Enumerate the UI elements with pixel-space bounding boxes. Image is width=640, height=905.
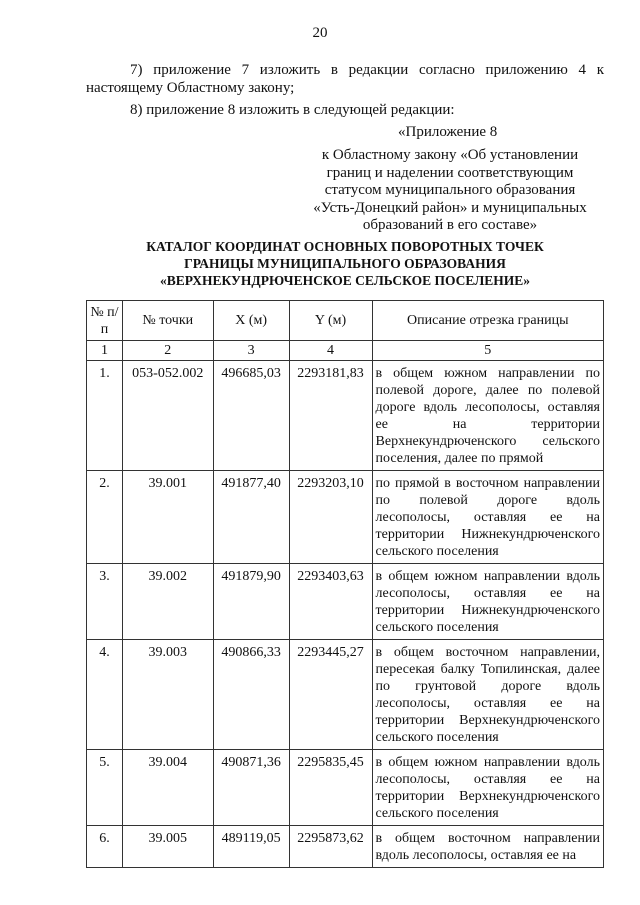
segment-description: в общем южном направлении вдоль лесополосы, оставляя ее на территории Верхнекундрюченского сельского поселения [372, 750, 603, 826]
segment-description: в общем восточном направлении вдоль лесополосы, оставляя ее на [372, 826, 603, 868]
catalog-title-line: «ВЕРХНЕКУНДРЮЧЕНСКОЕ СЕЛЬСКОЕ ПОСЕЛЕНИЕ» [159, 273, 531, 288]
point-number: 053-052.002 [122, 361, 213, 471]
coord-y: 2293181,83 [289, 361, 372, 471]
column-number: 3 [213, 341, 289, 361]
appendix-note-line: к Областному закону «Об установлении [321, 147, 579, 163]
catalog-title [86, 238, 604, 289]
appendix-note-line: границ и наделении соответствующим [326, 164, 574, 181]
column-number: 4 [289, 341, 372, 361]
coord-x: 491879,90 [213, 564, 289, 640]
header-point-number: № точки [122, 301, 213, 341]
point-number: 39.005 [122, 826, 213, 868]
row-number: 5. [87, 750, 123, 826]
catalog-title-line: ГРАНИЦЫ МУНИЦИПАЛЬНОГО ОБРАЗОВАНИЯ [184, 256, 506, 271]
page-number: 20 [312, 25, 328, 41]
column-number: 2 [122, 341, 213, 361]
appendix-note-line: «Усть-Донецкий район» и муниципальных [313, 199, 587, 216]
coord-y: 2295835,45 [289, 750, 372, 826]
header-y: Y (м) [289, 301, 372, 341]
row-number: 6. [87, 826, 123, 868]
appendix-note-line: образований в его составе» [362, 217, 538, 233]
coord-y: 2295873,62 [289, 826, 372, 868]
row-number: 4. [87, 640, 123, 750]
segment-description: по прямой в восточном направлении по полевой дороге вдоль лесополосы, оставляя ее на территории Нижнекундрюченского сельского поселения [372, 471, 603, 564]
point-number: 39.001 [122, 471, 213, 564]
coord-x: 496685,03 [213, 361, 289, 471]
header-description: Описание отрезка границы [372, 301, 603, 341]
column-number: 5 [372, 341, 603, 361]
coord-x: 491877,40 [213, 471, 289, 564]
table-row [87, 361, 604, 471]
table-row [87, 750, 604, 826]
coord-y: 2293445,27 [289, 640, 372, 750]
column-number-row [87, 341, 604, 361]
segment-description: в общем южном направлении вдоль лесополосы, оставляя ее на территории Нижнекундрюченского сельского поселения [372, 564, 603, 640]
header-row-number: № п/п [87, 301, 123, 341]
segment-description: в общем восточном направлении, пересекая балку Топилинская, далее по грунтовой дороге вдоль лесополосы, оставляя ее на территории Верхнекундрюченского сельского поселения [372, 640, 603, 750]
row-number: 3. [87, 564, 123, 640]
segment-description: в общем южном направлении по полевой дороге, далее по полевой дороге вдоль лесополосы, оставляя ее на территории Верхнекундрюченского сельского поселения, далее по прямой [372, 361, 603, 471]
coord-x: 490871,36 [213, 750, 289, 826]
row-number: 1. [87, 361, 123, 471]
header-x: X (м) [213, 301, 289, 341]
row-number: 2. [87, 471, 123, 564]
column-number: 1 [87, 341, 123, 361]
table-row [87, 640, 604, 750]
coord-y: 2293203,10 [289, 471, 372, 564]
coord-y: 2293403,63 [289, 564, 372, 640]
appendix-title: «Приложение 8 [398, 124, 498, 140]
catalog-title-line: КАТАЛОГ КООРДИНАТ ОСНОВНЫХ ПОВОРОТНЫХ ТОЧЕК [146, 239, 544, 254]
table-row [87, 826, 604, 868]
point-number: 39.002 [122, 564, 213, 640]
coordinates-table [86, 300, 604, 868]
point-number: 39.004 [122, 750, 213, 826]
point-number: 39.003 [122, 640, 213, 750]
table-header-row [87, 301, 604, 341]
coord-x: 490866,33 [213, 640, 289, 750]
coord-x: 489119,05 [213, 826, 289, 868]
table-row [87, 471, 604, 564]
table-row [87, 564, 604, 640]
appendix-note [300, 147, 600, 235]
paragraph-item-8: 8) приложение 8 изложить в следующей редакции: [130, 102, 455, 118]
paragraph-item-7: 7) приложение 7 изложить в редакции согласно приложению 4 к настоящему Областному закону; [86, 62, 604, 96]
appendix-note-line: статусом муниципального образования [324, 182, 576, 198]
